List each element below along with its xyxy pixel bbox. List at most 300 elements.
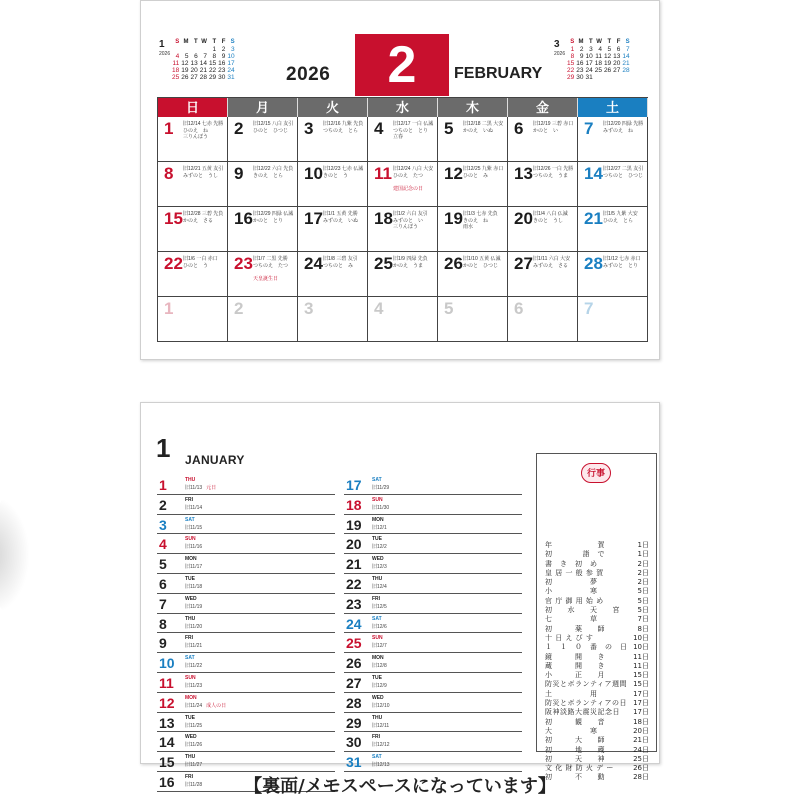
mini-day: 26 (181, 74, 189, 81)
day-cell (578, 162, 648, 206)
event-name: 小 正 月 (545, 671, 605, 680)
day-number: 7 (584, 119, 594, 138)
lunar-info: 旧1/4 八白 仏滅 きのと うし (533, 211, 568, 224)
mini-day (621, 74, 630, 81)
weekday-en: MON (185, 694, 197, 701)
mini-day: 30 (218, 74, 226, 81)
event-item (545, 541, 649, 550)
day-number: 9 (234, 164, 244, 183)
weekday-header: 月 (228, 98, 298, 117)
mini-weekday: M (578, 39, 584, 45)
day-row (157, 673, 335, 693)
mini-day: 24 (227, 67, 235, 74)
mini-day: 7 (626, 46, 630, 53)
day-row (344, 614, 522, 634)
mini-day: 23 (576, 67, 584, 74)
day-cell (508, 207, 578, 251)
day-number: 6 (514, 119, 524, 138)
calendar-front-february (140, 0, 660, 360)
weekday-header: 金 (508, 98, 578, 117)
mini-weekday: F (616, 39, 621, 45)
event-date: 17日 (633, 689, 649, 698)
lunar-info: 旧12/18 二黒 大安 かのえ いぬ (463, 121, 504, 134)
mini-day: 4 (175, 53, 180, 60)
weekday-en: WED (372, 694, 384, 701)
weekday-en: THU (185, 754, 196, 761)
weekday-en: SUN (185, 674, 196, 681)
event-date: 11日 (633, 661, 649, 670)
day-number: 16 (159, 773, 175, 790)
mini-day: 19 (181, 67, 189, 74)
day-number: 4 (374, 299, 384, 318)
event-item (545, 680, 649, 689)
day-row (157, 713, 335, 733)
day-number: 8 (164, 164, 174, 183)
lunar-date: 旧11/28 (185, 781, 203, 788)
day-row (344, 673, 522, 693)
lunar-info: 旧1/3 七赤 先負 きのえ ね 雨水 (463, 211, 498, 230)
page-shadow-curl (0, 495, 30, 615)
mini-day: 10 (585, 53, 593, 60)
event-date: 10日 (633, 633, 649, 642)
day-row (344, 554, 522, 574)
event-name: 初 水 天 宮 (545, 606, 620, 615)
day-row (344, 534, 522, 554)
mini-day (612, 74, 621, 81)
lunar-info: 旧12/19 三碧 赤口 かのと い (533, 121, 574, 134)
mini-day: 29 (208, 74, 217, 81)
weekday-header: 日 (158, 98, 228, 117)
lunar-info: 旧1/2 六白 友引 みずのと い 三りんぼう (393, 211, 428, 230)
event-name: 阪神淡路大震災記念日 (545, 708, 620, 717)
event-item (545, 550, 649, 559)
mini-weekday: T (607, 39, 612, 45)
lunar-date: 旧12/3 (372, 564, 387, 571)
lunar-date: 旧11/30 (372, 504, 390, 511)
lunar-date: 旧11/21 (185, 643, 203, 650)
holiday-label: 天皇誕生日 (253, 276, 279, 282)
lunar-date: 旧11/14 (185, 504, 203, 511)
mini-day: 5 (607, 46, 612, 53)
lunar-info: 旧12/16 九紫 先負 つちのえ とら (323, 121, 364, 134)
event-date: 17日 (633, 708, 649, 717)
day-cell (298, 297, 368, 341)
mini-day (189, 46, 198, 53)
lunar-date: 旧11/23 (185, 682, 203, 689)
event-item (545, 662, 649, 671)
mini-calendar-table (566, 39, 631, 81)
day-cell (298, 252, 368, 296)
day-number: 1 (159, 477, 167, 493)
mini-day: 17 (227, 60, 235, 67)
mini-week-row (171, 60, 236, 67)
day-number: 5 (159, 556, 167, 573)
event-date: 7日 (637, 615, 649, 624)
day-cell (508, 117, 578, 161)
day-number: 20 (514, 209, 533, 228)
event-date: 5日 (637, 587, 649, 596)
mini-week-row (171, 74, 236, 81)
month-number-box: 2 (355, 34, 449, 96)
day-number: 19 (444, 209, 463, 228)
day-number: 26 (444, 254, 463, 273)
mini-day: 18 (172, 67, 180, 74)
mini-day: 11 (595, 53, 602, 60)
weekday-en: SUN (185, 536, 196, 543)
mini-day: 20 (190, 67, 198, 74)
event-date: 11日 (633, 652, 649, 661)
mini-day: 12 (181, 60, 189, 67)
day-number: 28 (584, 254, 603, 273)
mini-day: 5 (184, 53, 189, 60)
weekday-en: SAT (372, 477, 382, 483)
day-cell (158, 297, 228, 341)
day-number: 6 (514, 299, 524, 318)
day-cell (228, 162, 298, 206)
day-number: 4 (374, 119, 384, 138)
lunar-date: 旧12/10 (372, 702, 390, 709)
lunar-info: 旧12/20 四緑 先勝 みずのえ ね (603, 121, 644, 134)
lunar-info: 旧12/21 五黄 友引 みずのと うし (183, 166, 224, 179)
lunar-date: 旧11/25 (185, 722, 203, 729)
lunar-date: 旧12/13 (372, 762, 390, 769)
mini-day: 7 (203, 53, 207, 60)
event-date: 5日 (637, 606, 649, 615)
mini-day: 23 (218, 67, 226, 74)
day-number: 3 (304, 119, 314, 138)
mini-weekday: S (175, 39, 180, 45)
mini-day: 19 (603, 60, 612, 67)
weekday-en: THU (372, 575, 383, 582)
day-cell (158, 252, 228, 296)
day-row (344, 633, 522, 653)
day-cell (298, 162, 368, 206)
mini-day (171, 46, 180, 53)
week-row (158, 207, 648, 252)
mini-day: 31 (227, 74, 235, 81)
mini-day: 15 (208, 60, 217, 67)
event-date: 1日 (637, 550, 649, 559)
holiday-label: 建国記念の日 (393, 186, 424, 192)
lunar-info: 旧12/29 四緑 仏滅 かのと とり (253, 211, 294, 224)
mini-day: 20 (613, 60, 621, 67)
lunar-date: 旧12/1 (372, 524, 387, 531)
lunar-date: 旧12/9 (372, 682, 387, 689)
mini-day: 25 (172, 74, 180, 81)
lunar-info: 旧12/28 三碧 先負 かのえ さる (183, 211, 224, 224)
event-name: 皇 居 一 般 参 賀 (545, 568, 604, 577)
day-number: 2 (234, 119, 244, 138)
day-number: 20 (346, 536, 362, 553)
mini-day (199, 46, 208, 53)
mini-day: 9 (579, 53, 584, 60)
lunar-info: 旧1/11 六白 大安 みずのえ さる (533, 256, 571, 269)
day-row (157, 752, 335, 772)
day-row (157, 614, 335, 634)
day-cell (158, 207, 228, 251)
weekday-header-row (158, 98, 648, 117)
day-row (344, 594, 522, 614)
day-cell (438, 297, 508, 341)
day-row (157, 534, 335, 554)
weekday-en: SAT (185, 516, 195, 523)
event-date: 10日 (633, 643, 649, 652)
day-number: 24 (304, 254, 323, 273)
lunar-date: 旧12/2 (372, 544, 387, 551)
lunar-info: 旧1/9 四緑 先負 かのえ うま (393, 256, 428, 269)
lunar-info: 旧1/7 二黒 先勝 つちのえ たつ (253, 256, 289, 269)
lunar-info: 旧12/22 六白 先負 きのえ とら (253, 166, 294, 179)
day-number: 27 (346, 674, 362, 691)
day-number: 17 (304, 209, 323, 228)
weekday-header: 火 (298, 98, 368, 117)
day-cell (158, 117, 228, 161)
weekday-en: FRI (185, 635, 194, 642)
mini-day: 2 (221, 46, 226, 53)
mini-weekday: M (183, 39, 189, 45)
day-number: 21 (584, 209, 603, 228)
day-cell (158, 162, 228, 206)
lunar-info: 旧1/12 七赤 赤口 みずのと とり (603, 256, 641, 269)
mini-day: 6 (616, 46, 621, 53)
day-number: 5 (444, 119, 454, 138)
event-item (545, 671, 649, 680)
day-number: 9 (159, 635, 167, 652)
event-item (545, 597, 649, 606)
event-date: 28日 (633, 773, 649, 782)
day-cell (438, 117, 508, 161)
day-number: 22 (346, 575, 362, 592)
mini-day: 12 (603, 53, 612, 60)
event-item (545, 755, 649, 764)
day-number: 13 (514, 164, 533, 183)
weekday-en: TUE (372, 674, 382, 681)
mini-day: 13 (613, 53, 621, 60)
mini-weekday: W (596, 39, 602, 45)
year-label: 2026 (286, 64, 331, 85)
event-name: 書 き 初 め (545, 559, 598, 568)
day-number: 23 (346, 595, 362, 612)
holiday-label: 元日 (206, 485, 217, 491)
mini-week-row (171, 53, 236, 60)
event-name: 防災とボランティアの日 (545, 699, 627, 708)
event-item (545, 587, 649, 596)
mini-day: 21 (199, 67, 207, 74)
event-name: 小 寒 (545, 587, 598, 596)
mini-weekday: S (625, 39, 630, 45)
event-name: 官 庁 御 用 始 め (545, 596, 604, 605)
day-list-right (344, 475, 522, 772)
day-number: 12 (444, 164, 463, 183)
day-number: 11 (159, 674, 174, 691)
events-panel (536, 453, 657, 782)
day-cell (368, 162, 438, 206)
event-date: 5日 (637, 596, 649, 605)
lunar-info: 旧12/17 一白 仏滅 つちのと とり 立春 (393, 121, 434, 140)
mini-day: 14 (199, 60, 207, 67)
month-name-en: FEBRUARY (454, 65, 543, 82)
day-number: 11 (374, 164, 392, 183)
mini-day: 17 (585, 60, 593, 67)
day-number: 10 (304, 164, 323, 183)
day-cell (438, 162, 508, 206)
mini-day: 4 (598, 46, 602, 53)
mini-day: 26 (603, 67, 612, 74)
weekday-en: TUE (372, 536, 382, 543)
day-number: 22 (164, 254, 183, 273)
lunar-info: 旧12/27 二黒 友引 つちのと ひつじ (603, 166, 644, 179)
weekday-en: THU (185, 477, 196, 483)
lunar-date: 旧11/20 (185, 623, 203, 630)
event-name: 初 観 音 (545, 717, 605, 726)
mini-day: 30 (576, 74, 584, 81)
day-row (344, 713, 522, 733)
weekday-en: SAT (372, 754, 382, 761)
day-number: 23 (234, 254, 253, 273)
mini-day: 15 (567, 60, 575, 67)
day-row (157, 515, 335, 535)
day-list-left (157, 475, 335, 792)
weekday-header: 木 (438, 98, 508, 117)
event-name: 初 天 神 (545, 754, 605, 763)
day-number: 30 (346, 734, 362, 751)
mini-weekday: T (212, 39, 217, 45)
weekday-en: WED (185, 734, 197, 741)
event-name: 十 日 え び す (545, 633, 594, 642)
mini-weekday: W (201, 39, 207, 45)
day-cell (578, 117, 648, 161)
event-item (545, 625, 649, 634)
day-number: 16 (234, 209, 253, 228)
day-number: 15 (159, 754, 175, 771)
event-name: １ １ ０ 番 の 日 (545, 643, 628, 652)
event-name: 初 詣 で (545, 550, 605, 559)
lunar-date: 旧12/7 (372, 643, 387, 650)
weekday-en: SUN (372, 496, 383, 503)
lunar-info: 旧12/14 七赤 先勝 ひのえ ね 三りんぼう (183, 121, 224, 140)
day-row (344, 693, 522, 713)
event-name: 蔵 開 き (545, 661, 605, 670)
mini-year: 2026 (554, 51, 566, 57)
weekday-en: MON (185, 556, 197, 563)
lunar-info: 旧1/10 五黄 仏滅 かのと ひつじ (463, 256, 501, 269)
day-number: 12 (159, 694, 175, 711)
lunar-date: 旧11/29 (372, 485, 390, 491)
day-number: 26 (346, 655, 362, 672)
weekday-en: FRI (185, 773, 194, 780)
mini-weekday: S (230, 39, 235, 45)
day-number: 27 (514, 254, 533, 273)
event-date: 15日 (633, 671, 649, 680)
weekday-en: MON (372, 655, 384, 662)
day-cell (508, 297, 578, 341)
day-number: 28 (346, 694, 362, 711)
mini-header-row (171, 39, 236, 46)
mini-day: 24 (585, 67, 593, 74)
weekday-en: MON (372, 516, 384, 523)
lunar-date: 旧11/15 (185, 524, 203, 531)
event-item (545, 578, 649, 587)
weekday-en: SUN (372, 635, 383, 642)
day-cell (578, 207, 648, 251)
mini-day: 13 (190, 60, 198, 67)
mini-week-row (566, 53, 631, 60)
mini-day (180, 46, 189, 53)
day-cell (228, 252, 298, 296)
mini-day: 9 (221, 53, 226, 60)
day-number: 4 (159, 536, 167, 553)
weekday-en: WED (185, 595, 197, 602)
event-name: 年 賀 (545, 541, 605, 549)
event-date: 26日 (633, 764, 649, 773)
event-date: 2日 (637, 559, 649, 568)
mini-day: 28 (199, 74, 207, 81)
mini-day: 31 (585, 74, 593, 81)
day-row (157, 495, 335, 515)
day-row (344, 495, 522, 515)
event-item (545, 615, 649, 624)
day-row (344, 752, 522, 772)
day-number: 25 (346, 635, 362, 652)
day-number: 10 (159, 655, 175, 672)
day-number: 14 (159, 734, 175, 751)
weekday-en: THU (372, 714, 383, 721)
event-date: 24日 (633, 745, 649, 754)
mini-day: 1 (212, 46, 217, 53)
lunar-date: 旧12/6 (372, 623, 387, 630)
events-title: 行事 (581, 463, 611, 483)
back-month-number: 1 (156, 433, 171, 463)
holiday-label: 成人の日 (206, 702, 227, 709)
mini-day: 22 (208, 67, 217, 74)
event-date: 20日 (633, 726, 649, 735)
event-date: 17日 (633, 699, 649, 708)
mini-week-row (566, 74, 631, 81)
day-number: 6 (159, 575, 167, 592)
month-grid (157, 97, 648, 342)
day-row (344, 475, 522, 495)
mini-week-row (566, 60, 631, 67)
event-name: 初 不 動 (545, 773, 605, 782)
day-row (157, 693, 335, 713)
events-list (545, 541, 649, 783)
event-name: 初 地 蔵 (545, 745, 605, 754)
lunar-date: 旧11/19 (185, 603, 203, 610)
event-name: 防災とボランティア週間 (545, 680, 627, 689)
day-number: 21 (346, 556, 362, 573)
event-item (545, 736, 649, 745)
mini-day: 22 (567, 67, 575, 74)
lunar-info: 旧1/1 五黄 先勝 みずのえ いぬ (323, 211, 359, 224)
day-cell (368, 297, 438, 341)
mini-day: 25 (594, 67, 602, 74)
mini-year: 2026 (159, 51, 171, 57)
event-date: 2日 (637, 578, 649, 587)
mini-weekday: F (221, 39, 226, 45)
day-row (157, 594, 335, 614)
weekday-en: SAT (372, 615, 382, 622)
mini-weekday: T (589, 39, 593, 45)
mini-week-row (171, 46, 236, 53)
lunar-info: 旧1/5 九紫 大安 ひのえ とら (603, 211, 638, 224)
event-name: 文 化 財 防 火 デ ー (545, 764, 614, 773)
day-number: 13 (159, 714, 175, 731)
day-number: 2 (159, 496, 167, 513)
day-number: 7 (584, 299, 594, 318)
day-row (157, 732, 335, 752)
weekday-en: SAT (185, 655, 195, 662)
day-number: 24 (346, 615, 362, 632)
